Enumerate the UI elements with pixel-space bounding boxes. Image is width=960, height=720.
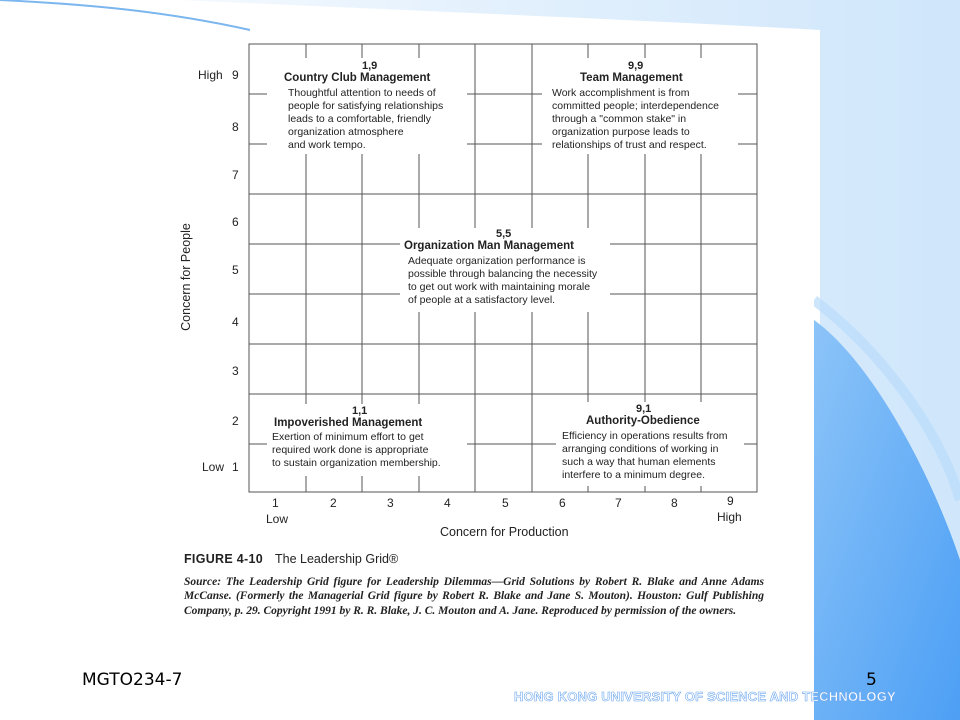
style-coord-9-9: 9,9 (628, 60, 644, 72)
x-tick-2: 2 (330, 496, 337, 510)
x-tick-8: 8 (671, 496, 678, 510)
y-tick-9: 9 (232, 68, 239, 82)
y-axis-title: Concern for People (178, 223, 193, 331)
y-tick-1: 1 (232, 460, 239, 474)
y-tick-4: 4 (232, 315, 239, 329)
x-axis-title: Concern for Production (440, 525, 569, 539)
x-tick-7: 7 (615, 496, 622, 510)
y-tick-3: 3 (232, 364, 239, 378)
course-code: MGTO234-7 (82, 670, 183, 690)
y-axis-low-label: Low (202, 460, 225, 474)
y-tick-5: 5 (232, 263, 239, 277)
x-axis-low-label: Low (266, 512, 289, 526)
y-axis-high-label: High (198, 68, 223, 82)
style-coord-9-1: 9,1 (636, 403, 652, 415)
figure-source-note: Source: The Leadership Grid figure for Leadership Dilemmas—Grid Solutions by Robert R. Blake and Anne Adams McCanse. (Formerly the Managerial Grid figure by Robert R. Blake and Jane S. Mouton). Houston: Gulf Publishing Company, p. 29. Copyright 1991 by R. R. Blake, J. C. Mouton and A. Jane. Reproduced by permission of the owners. (184, 576, 764, 617)
figure-caption (184, 552, 398, 566)
x-tick-3: 3 (387, 496, 394, 510)
style-coord-1-9: 1,9 (362, 60, 378, 72)
x-tick-9: 9 (727, 494, 734, 508)
style-title-impoverished: Impoverished Management (274, 417, 423, 429)
y-tick-8: 8 (232, 120, 239, 134)
style-desc-team: Work accomplishment is from committed people; interdependence through a "common stake" in organization purpose leads to relationships of trust and respect. (552, 87, 719, 151)
y-tick-6: 6 (232, 215, 239, 229)
style-coord-5-5: 5,5 (496, 228, 512, 240)
figure-label: FIGURE 4-10 (184, 552, 264, 566)
style-title-team: Team Management (580, 72, 683, 84)
style-title-organization-man: Organization Man Management (404, 240, 574, 252)
figure-title: The Leadership Grid® (275, 552, 399, 566)
slide-number: 5 (866, 670, 877, 690)
style-desc-organization-man: Adequate organization performance is possible through balancing the necessity to get out work with maintaining morale of people at a satisfactory level. (408, 255, 598, 306)
y-tick-7: 7 (232, 168, 239, 182)
x-tick-6: 6 (559, 496, 566, 510)
style-coord-1-1: 1,1 (352, 405, 368, 417)
style-title-country-club: Country Club Management (284, 72, 431, 84)
leadership-grid-figure (162, 32, 814, 662)
x-tick-1: 1 (272, 496, 279, 510)
y-tick-2: 2 (232, 414, 239, 428)
university-name: HONG KONG UNIVERSITY OF SCIENCE AND TECHNOLOGY (514, 689, 896, 704)
style-desc-impoverished: Exertion of minimum effort to get required work done is appropriate to sustain organization membership. (272, 431, 441, 469)
x-tick-5: 5 (502, 496, 509, 510)
x-tick-4: 4 (444, 496, 451, 510)
x-axis-high-label: High (717, 510, 742, 524)
style-desc-country-club: Thoughtful attention to needs of people for satisfying relationships leads to a comfortable, friendly organization atmosphere and work tempo. (288, 87, 444, 151)
style-desc-authority-obedience: Efficiency in operations results from arranging conditions of working in such a way that human elements interfere to a minimum degree. (562, 430, 728, 481)
style-title-authority-obedience: Authority-Obedience (586, 415, 700, 427)
